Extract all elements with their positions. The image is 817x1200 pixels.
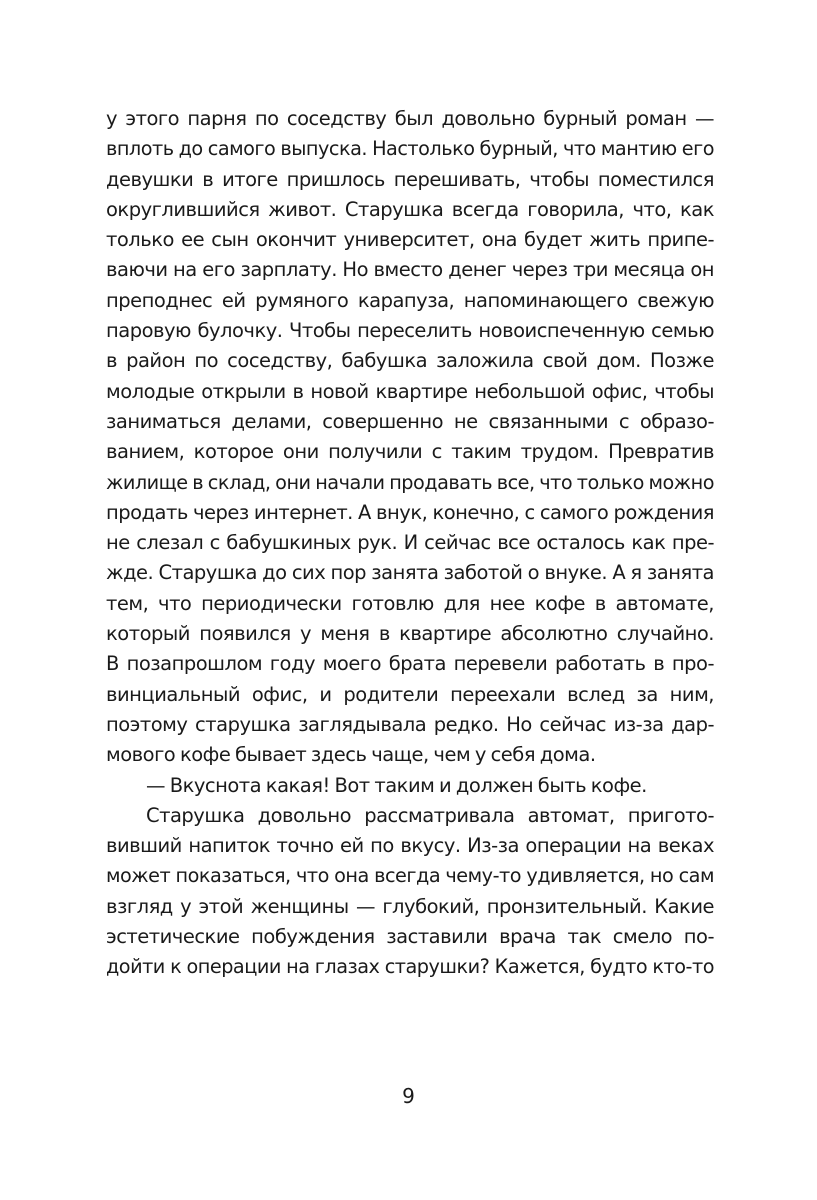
text-line: только ее сын окончит университет, она будет жить припе- bbox=[106, 228, 714, 252]
text-line: молодые открыли в новой квартире небольшой офис, чтобы bbox=[106, 379, 714, 403]
body-text bbox=[106, 104, 714, 983]
text-line: который появился у меня в квартире абсолютно случайно. bbox=[106, 622, 714, 646]
text-line: вплоть до самого выпуска. Настолько бурный, что мантию его bbox=[106, 137, 714, 161]
text-line: жде. Старушка до сих пор занята заботой о внуке. А я занята bbox=[106, 561, 714, 585]
text-line: у этого парня по соседству был довольно бурный роман — bbox=[106, 107, 714, 130]
text-line: эстетические побуждения заставили врача так смело по- bbox=[106, 925, 714, 949]
text-line: продать через интернет. А внук, конечно, с самого рождения bbox=[106, 500, 714, 524]
text-line: в район по соседству, бабушка заложила свой дом. Позже bbox=[106, 349, 714, 373]
text-line: жилище в склад, они начали продавать все, что только можно bbox=[106, 470, 714, 494]
text-line: вивший напиток точно ей по вкусу. Из-за операции на веках bbox=[106, 834, 714, 858]
text-line: ваючи на его зарплату. Но вместо денег через три месяца он bbox=[106, 258, 714, 282]
paragraph-start-line: Старушка довольно рассматривала автомат, пригото- bbox=[146, 803, 714, 827]
text-line: В позапрошлом году моего брата перевели работать в про- bbox=[106, 652, 714, 676]
text-line: винциальный офис, и родители переехали вслед за ним, bbox=[106, 682, 714, 706]
text-line: не слезал с бабушкиных рук. И сейчас все осталось как пре- bbox=[106, 531, 714, 555]
text-line: может показаться, что она всегда чему-то удивляется, но сам bbox=[106, 864, 714, 888]
text-line: мового кофе бывает здесь чаще, чем у себя дома. bbox=[106, 743, 596, 767]
text-line: заниматься делами, совершенно не связанными с образо- bbox=[106, 409, 714, 433]
text-line: преподнес ей румяного карапуза, напоминающего свежую bbox=[106, 288, 714, 312]
page-number: 9 bbox=[402, 1084, 415, 1108]
text-line: тем, что периодически готовлю для нее кофе в автомате, bbox=[106, 591, 714, 615]
text-line: поэтому старушка заглядывала редко. Но сейчас из-за дар- bbox=[106, 712, 714, 736]
text-line: взгляд у этой женщины — глубокий, пронзительный. Какие bbox=[106, 894, 714, 918]
text-line: округлившийся живот. Старушка всегда говорила, что, как bbox=[106, 197, 714, 221]
dialogue-line: — Вкуснота какая! Вот таким и должен быть кофе. bbox=[146, 773, 647, 797]
text-line: девушки в итоге пришлось перешивать, чтобы поместился bbox=[106, 167, 714, 191]
text-line: паровую булочку. Чтобы переселить новоиспеченную семью bbox=[106, 319, 714, 343]
text-line: ванием, которое они получили с таким трудом. Превратив bbox=[106, 440, 714, 464]
text-line: дойти к операции на глазах старушки? Кажется, будто кто-то bbox=[106, 955, 714, 979]
